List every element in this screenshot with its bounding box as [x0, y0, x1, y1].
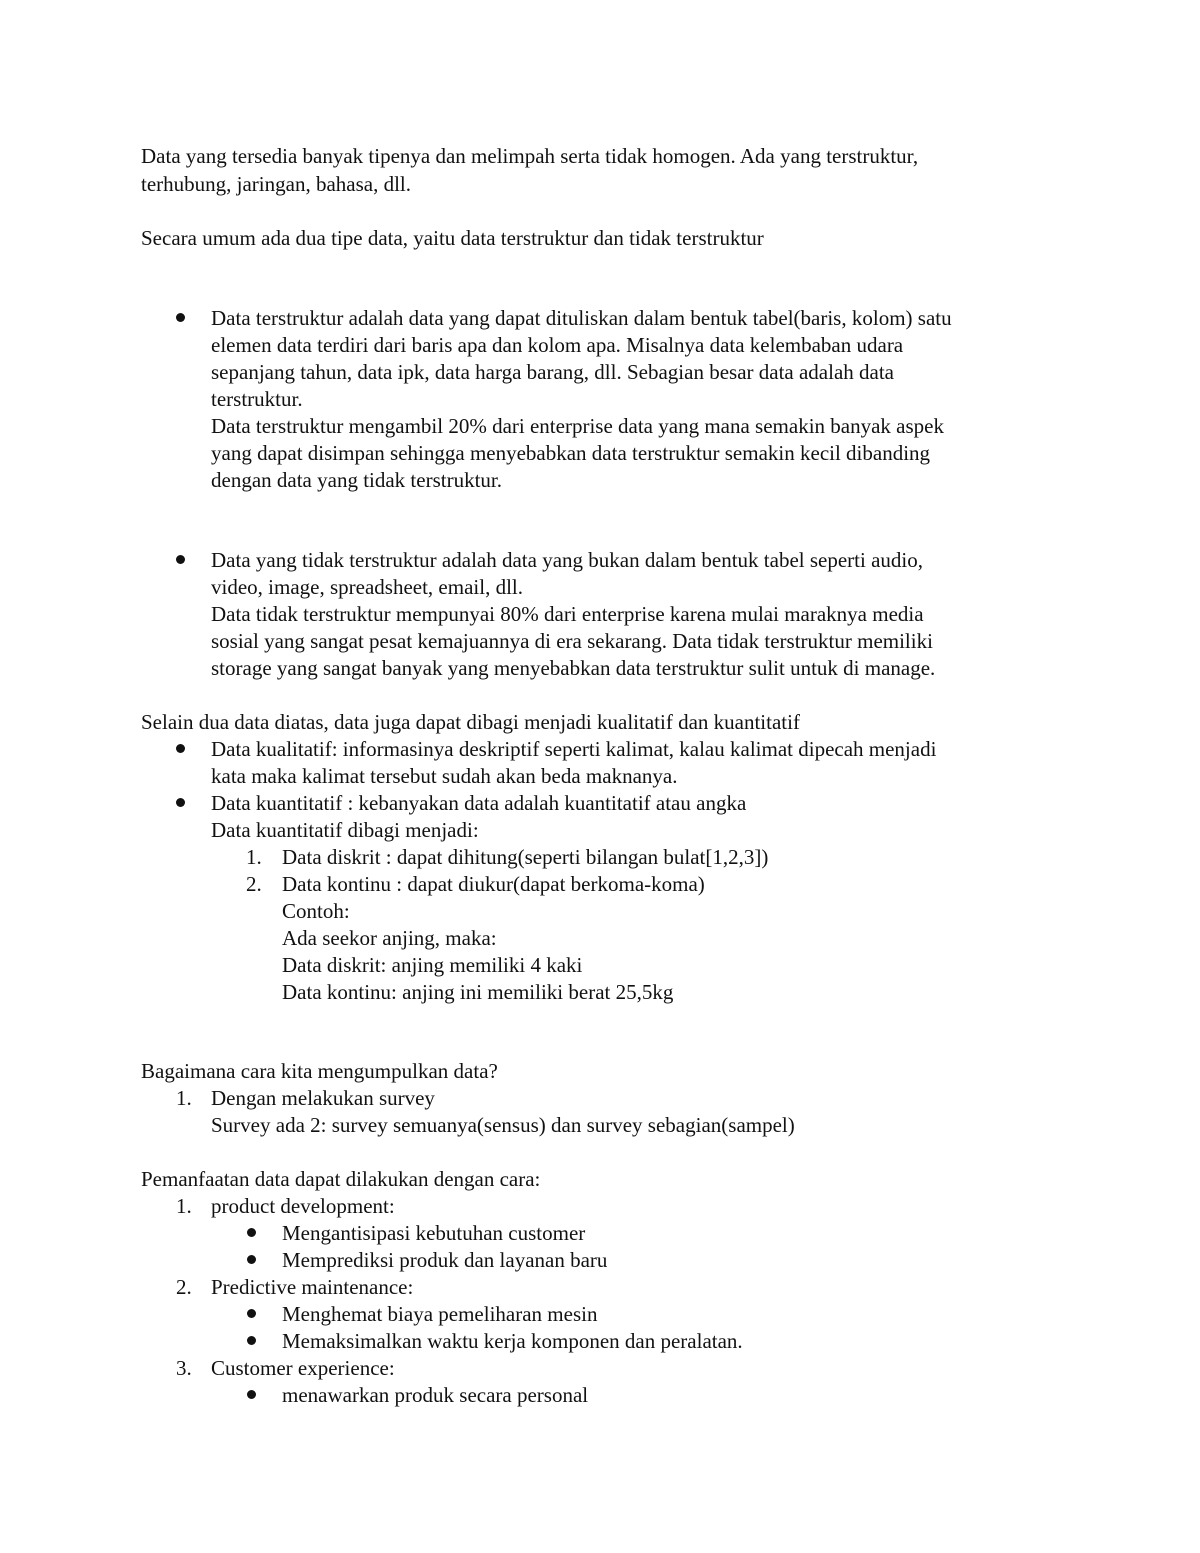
qualitative-line-2: kata maka kalimat tersebut sudah akan beda maknanya. — [211, 764, 678, 788]
intro-paragraph-line-2: terhubung, jaringan, bahasa, dll. — [141, 172, 412, 196]
usage-sub-item: Memprediksi produk dan layanan baru — [282, 1248, 608, 1272]
bullet-icon — [176, 313, 185, 322]
example-line-3: Data diskrit: anjing memiliki 4 kaki — [282, 953, 583, 977]
usage-sub-item: Memaksimalkan waktu kerja komponen dan peralatan. — [282, 1329, 743, 1353]
structured-line-4: terstruktur. — [211, 387, 303, 411]
unstructured-line-2: video, image, spreadsheet, email, dll. — [211, 575, 523, 599]
qualquant-heading: Selain dua data diatas, data juga dapat dibagi menjadi kualitatif dan kuantitatif — [141, 710, 800, 734]
usage-item-label: Predictive maintenance: — [211, 1275, 414, 1299]
unstructured-line-5: storage yang sangat banyak yang menyebabkan data terstruktur sulit untuk di manage. — [211, 656, 936, 680]
unstructured-line-1: Data yang tidak terstruktur adalah data yang bukan dalam bentuk tabel seperti audio, — [211, 548, 924, 572]
structured-line-7: dengan data yang tidak terstruktur. — [211, 468, 502, 492]
list-number: 2. — [176, 1275, 192, 1299]
structured-line-6: yang dapat disimpan sehingga menyebabkan data terstruktur semakin kecil dibanding — [211, 441, 931, 465]
bullet-icon — [247, 1255, 256, 1264]
data-types-paragraph: Secara umum ada dua tipe data, yaitu data terstruktur dan tidak terstruktur — [141, 226, 764, 250]
structured-line-3: sepanjang tahun, data ipk, data harga barang, dll. Sebagian besar data adalah data — [211, 360, 895, 384]
qualitative-line-1: Data kualitatif: informasinya deskriptif seperti kalimat, kalau kalimat dipecah menjadi — [211, 737, 937, 761]
structured-line-1: Data terstruktur adalah data yang dapat dituliskan dalam bentuk tabel(baris, kolom) satu — [211, 306, 952, 330]
usage-sub-item: Menghemat biaya pemeliharan mesin — [282, 1302, 598, 1326]
usage-item-label: Customer experience: — [211, 1356, 395, 1380]
bullet-icon — [247, 1336, 256, 1345]
list-number: 1. — [246, 845, 262, 869]
survey-item: Dengan melakukan survey — [211, 1086, 435, 1110]
discrete-item: Data diskrit : dapat dihitung(seperti bilangan bulat[1,2,3]) — [282, 845, 769, 869]
list-number: 1. — [176, 1194, 192, 1218]
usage-item-label: product development: — [211, 1194, 395, 1218]
continuous-item: Data kontinu : dapat diukur(dapat berkoma-koma) — [282, 872, 705, 896]
example-line-2: Ada seekor anjing, maka: — [282, 926, 497, 950]
bullet-icon — [176, 798, 185, 807]
usage-sub-item: Mengantisipasi kebutuhan customer — [282, 1221, 586, 1245]
list-number: 3. — [176, 1356, 192, 1380]
bullet-icon — [247, 1390, 256, 1399]
bullet-icon — [176, 744, 185, 753]
quantitative-line-1: Data kuantitatif : kebanyakan data adalah kuantitatif atau angka — [211, 791, 747, 815]
survey-detail: Survey ada 2: survey semuanya(sensus) dan survey sebagian(sampel) — [211, 1113, 795, 1137]
list-number: 1. — [176, 1086, 192, 1110]
structured-line-2: elemen data terdiri dari baris apa dan kolom apa. Misalnya data kelembaban udara — [211, 333, 904, 357]
usage-heading: Pemanfaatan data dapat dilakukan dengan cara: — [141, 1167, 541, 1191]
example-line-4: Data kontinu: anjing ini memiliki berat 25,5kg — [282, 980, 674, 1004]
intro-paragraph-line-1: Data yang tersedia banyak tipenya dan melimpah serta tidak homogen. Ada yang terstruktur, — [141, 144, 919, 168]
bullet-icon — [247, 1228, 256, 1237]
structured-line-5: Data terstruktur mengambil 20% dari enterprise data yang mana semakin banyak aspek — [211, 414, 944, 438]
unstructured-line-3: Data tidak terstruktur mempunyai 80% dari enterprise karena mulai maraknya media — [211, 602, 924, 626]
collect-heading: Bagaimana cara kita mengumpulkan data? — [141, 1059, 498, 1083]
bullet-icon — [176, 555, 185, 564]
bullet-icon — [247, 1309, 256, 1318]
quantitative-line-2: Data kuantitatif dibagi menjadi: — [211, 818, 479, 842]
usage-sub-item: menawarkan produk secara personal — [282, 1383, 589, 1407]
unstructured-line-4: sosial yang sangat pesat kemajuannya di era sekarang. Data tidak terstruktur memiliki — [211, 629, 933, 653]
example-line-1: Contoh: — [282, 899, 350, 923]
list-number: 2. — [246, 872, 262, 896]
